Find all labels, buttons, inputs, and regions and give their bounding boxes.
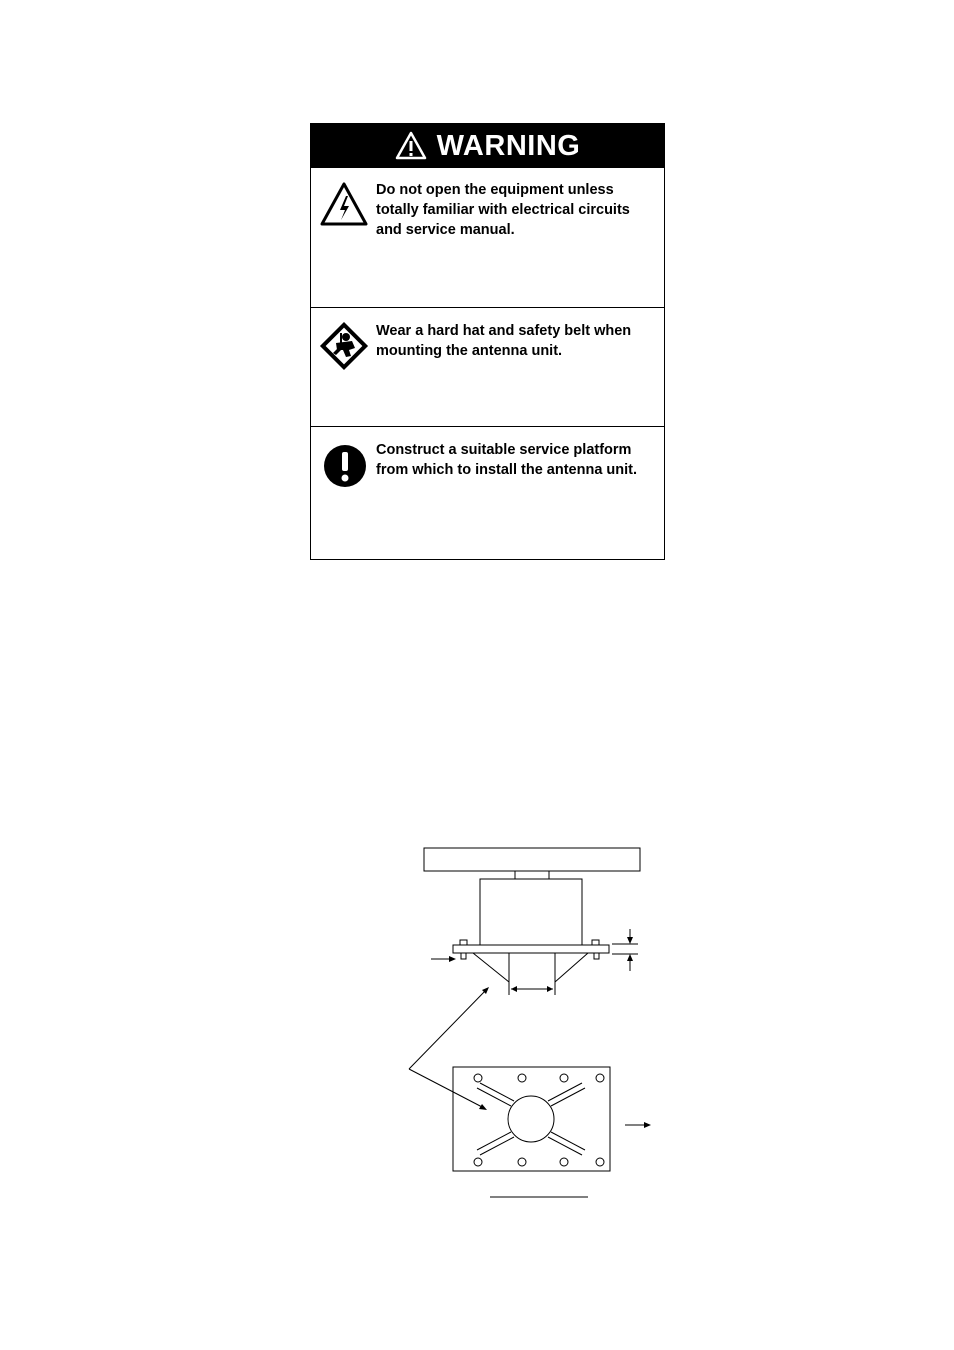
fall-hazard-icon (319, 321, 369, 371)
warning-triangle-icon (395, 130, 427, 162)
warning-item-electrical (311, 168, 664, 308)
warning-box (310, 123, 665, 560)
warning-item-text: Wear a hard hat and safety belt when mounting the antenna unit. (376, 323, 632, 359)
electric-shock-icon (319, 180, 369, 230)
warning-item-text: Construct a suitable service platform from which to install the antenna unit. (376, 442, 638, 478)
exclamation-icon (319, 440, 369, 490)
mounting-plate-top-view (453, 1067, 610, 1171)
warning-item-text: Do not open the equipment unless totally familiar with electrical circuits and service manual. (376, 182, 630, 238)
antenna-radiator (424, 848, 640, 871)
warning-item-platform (311, 428, 664, 560)
warning-item-hard-hat (311, 309, 664, 427)
warning-title: WARNING (436, 129, 581, 162)
warning-header (311, 124, 664, 168)
antenna-gearbox (480, 879, 582, 945)
base-plate (453, 945, 609, 953)
antenna-mounting-diagram (400, 840, 670, 1210)
